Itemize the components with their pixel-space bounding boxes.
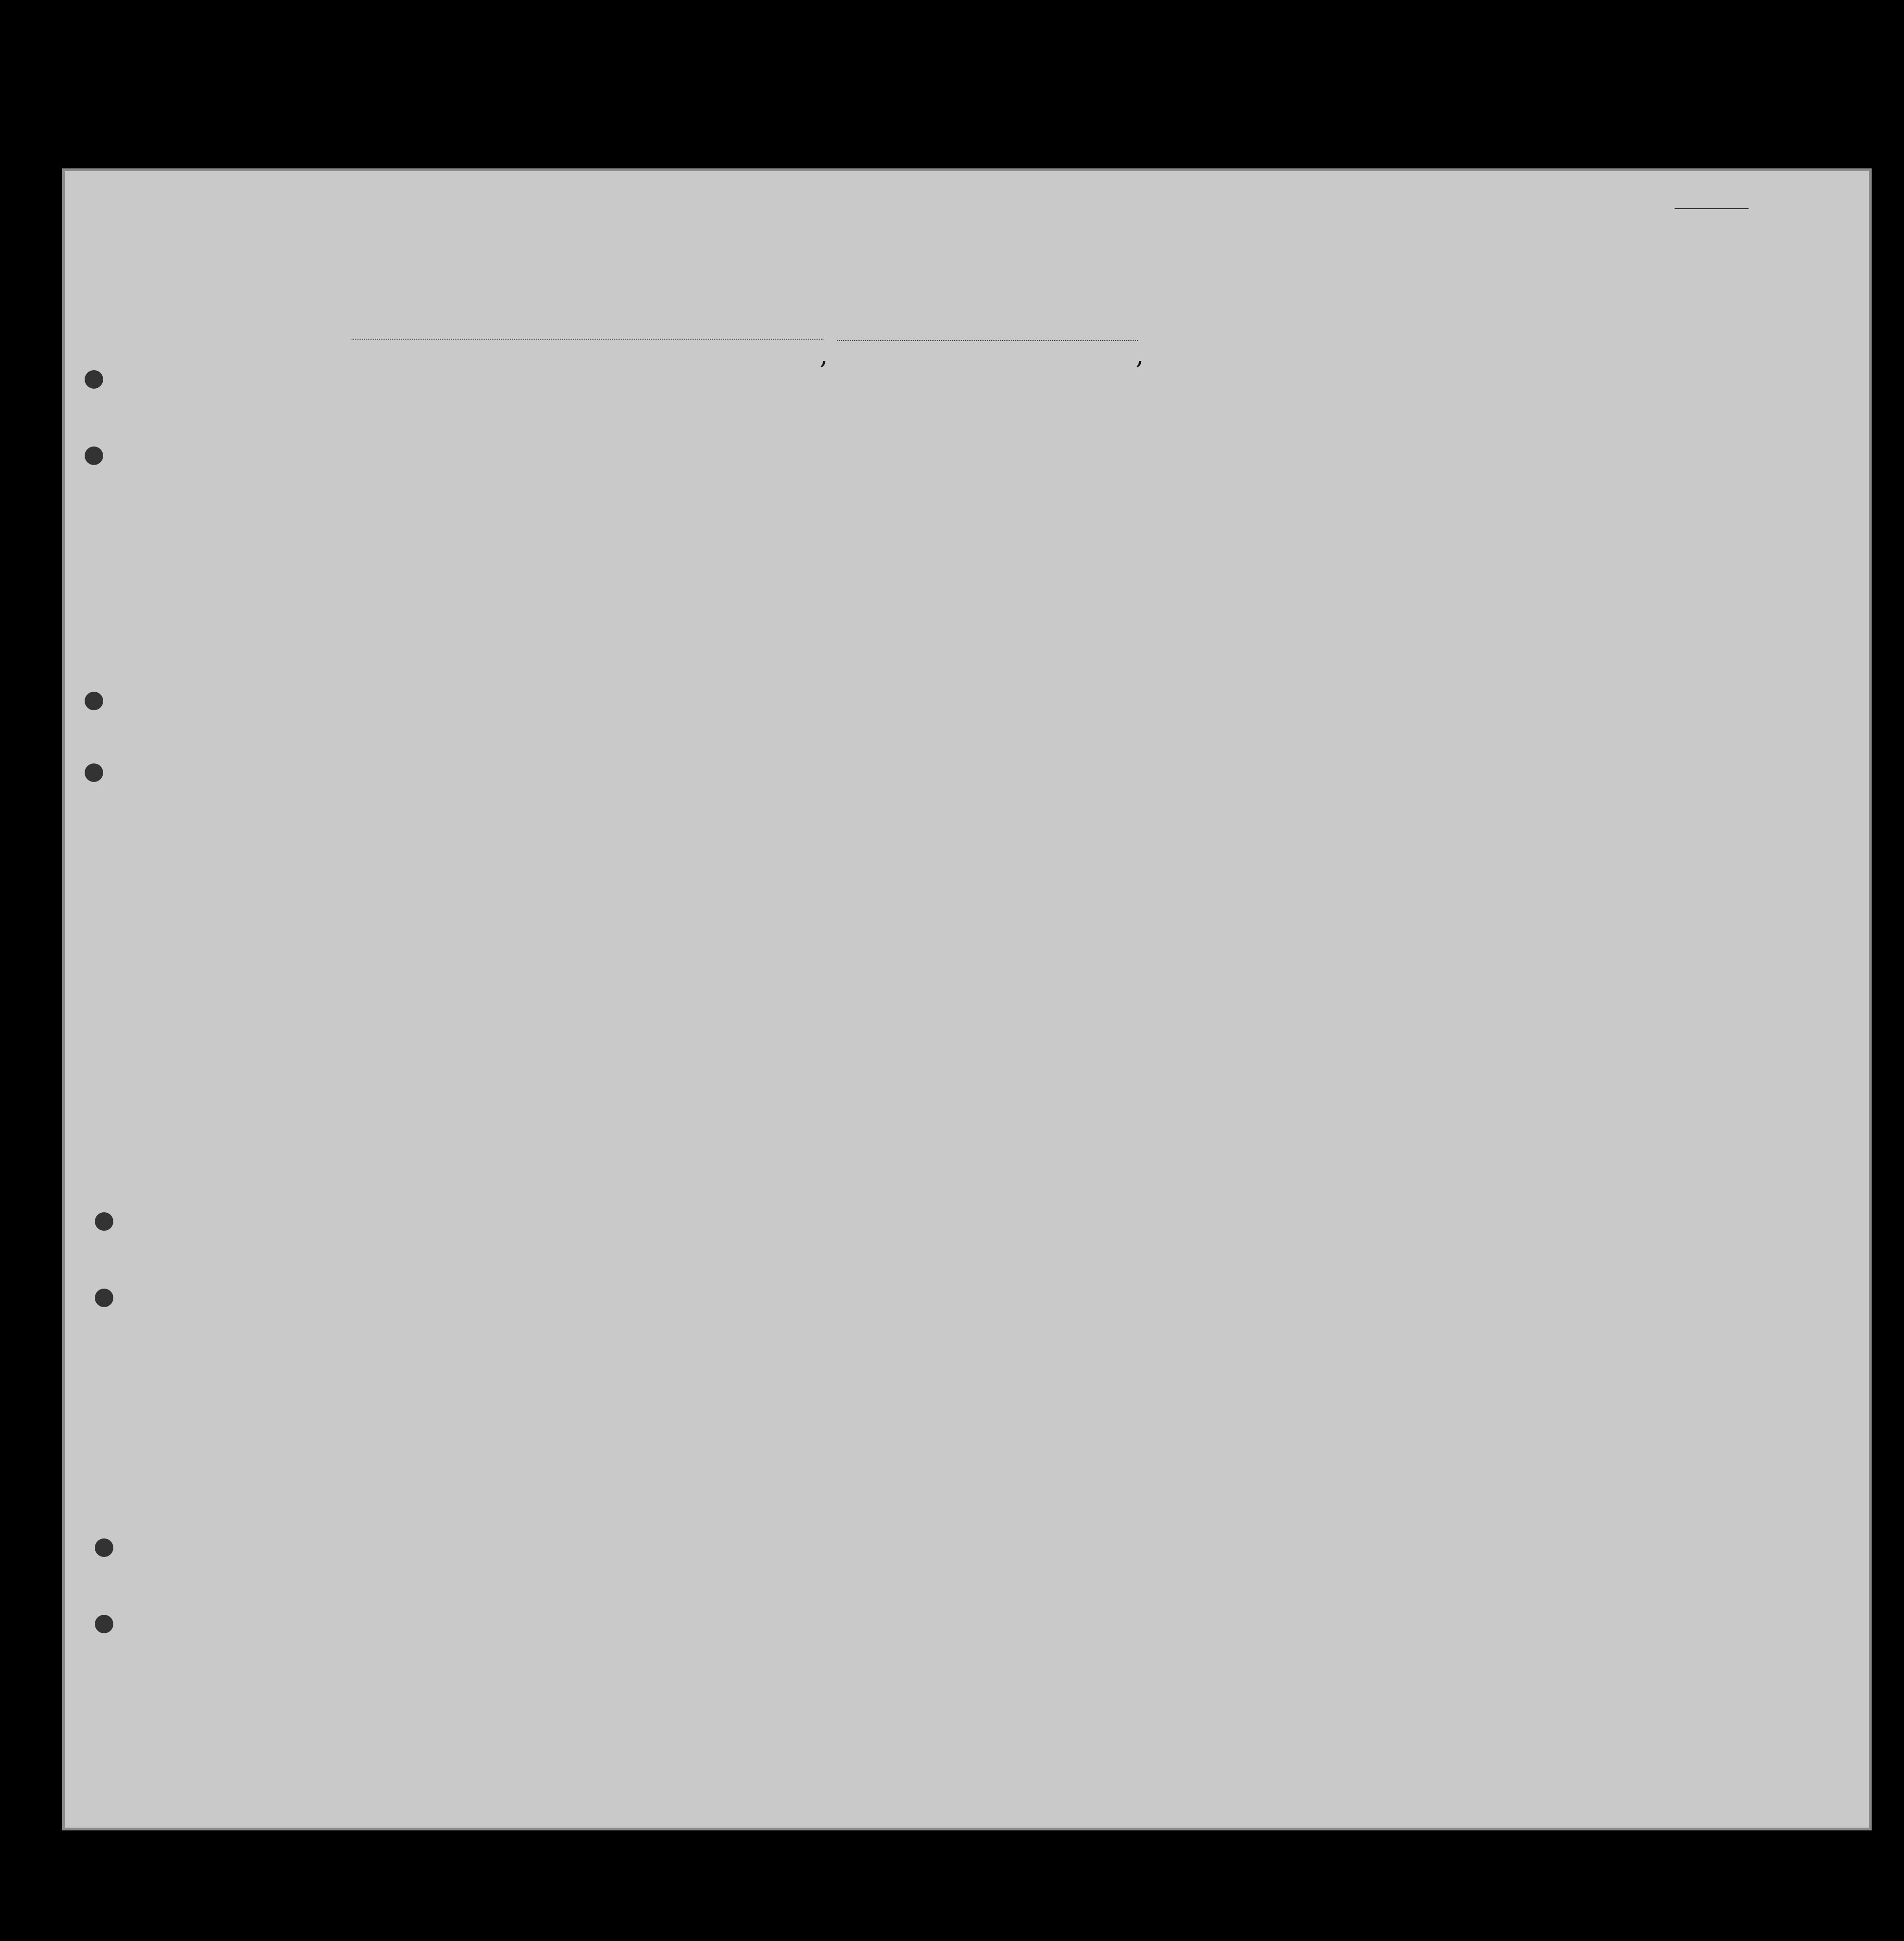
separator: , <box>820 340 828 370</box>
separator: , <box>1136 340 1144 370</box>
